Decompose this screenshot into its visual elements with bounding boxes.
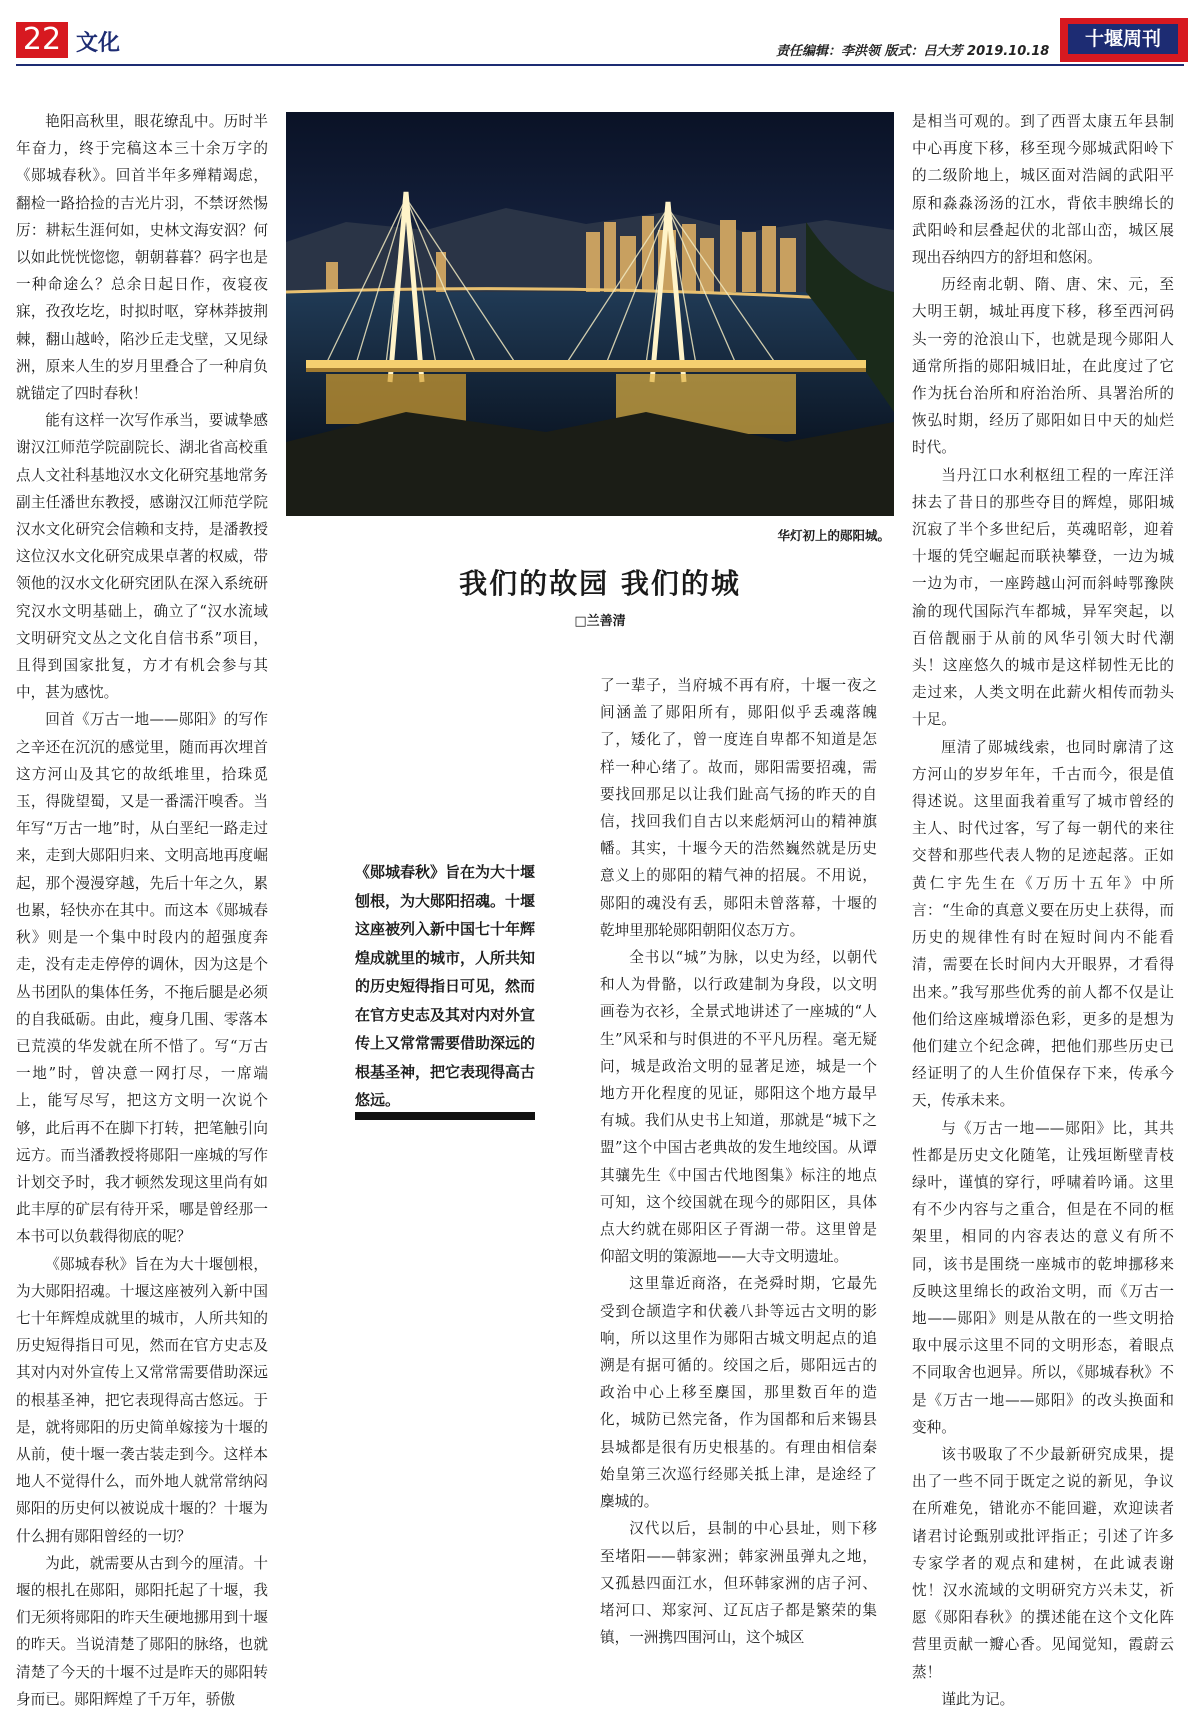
col3-paragraph: 谨此为记。 — [941, 1690, 1015, 1708]
col2-paragraph: 了一辈子，当府城不再有府，十堰一夜之间涵盖了郧阳所有，郧阳似乎丢魂落魄了，矮化了，曾一度连自卑都不知道是怎样一种心绪了。故而，郧阳需要招魂，需要找回那足以让我们趾高气扬的昨天的自信，找回我们自古以来彪炳河山的精神旗幡。其实，十堰今天的浩然巍然就是历史意义上的郧阳的精气神的招展。不用说，郧阳的魂没有丢，郧阳未曾落幕，十堰的乾坤里那轮郧阳朝阳仪态万方。 — [600, 677, 877, 939]
text-column-1 — [16, 108, 268, 1713]
article-title: 我们的故园 我们的城 — [459, 567, 741, 600]
col1-paragraph: 艳阳高秋里，眼花缭乱中。历时半年奋力，终于完稿这本三十余万字的《郧城春秋》。回首半年多殚精竭虑，翻检一路拾捡的吉光片羽，不禁讶然惕厉：耕耘生涯何如，史林文海安泅？何以如此恍恍惚惚，朝朝暮暮？码字也是一种命途么？总余日起日作，夜寝夜寐，孜孜圪圪，时拟时呕，穿林莽披荆棘，翻山越岭，陷沙丘走戈壁，又见绿洲，原来人生的岁月里叠合了一种肩负就锚定了四时春秋！ — [16, 113, 268, 403]
col1-paragraph: 能有这样一次写作承当，要诚挚感谢汉江师范学院副院长、湖北省高校重点人文社科基地汉水文化研究基地常务副主任潘世东教授，感谢汉江师范学院汉水文化研究会信赖和支持，是潘教授这位汉水文化研究成果卓著的权威，带领他的汉水文化研究团队在深入系统研究汉水文明基础上，确立了“汉水流域文明研究文丛之文化自信书系”项目，且得到国家批复，方才有机会参与其中，甚为感忱。 — [16, 412, 268, 702]
editor-credits: 责任编辑：李洪领 版式：吕大芳 2019.10.18 — [776, 44, 1050, 59]
col2-paragraph: 全书以“城”为脉，以史为经，以朝代和人为骨骼，以行政建制为身段，以文明画卷为衣衫，全景式地讲述了一座城的“人生”风采和与时俱进的不平凡历程。毫无疑问，城是政治文明的显著足迹，城是一个地方开化程度的见证，郧阳这个地方最早有城。我们从史书上知道，那就是“城下之盟”这个中国古老典故的发生地绞国。从谭其骧先生《中国古代地图集》标注的地点可知，这个绞国就在现今的郧阳区，具体点大约就在郧阳区子胥湖一带。这里曾是仰韶文明的策源地——大寺文明遗址。 — [600, 949, 877, 1266]
col2-paragraph: 这里靠近商洛，在尧舜时期，它最先受到仓颉造字和伏羲八卦等远古文明的影响，所以这里作为郧阳古城文明起点的追溯是有据可循的。绞国之后，郧阳远古的政治中心上移至麇国，那里数百年的造化，城防已然完备，作为国都和后来锡县县城都是很有历史根基的。有理由相信秦始皇第三次巡行经郧关抵上津，是途经了麇城的。 — [600, 1275, 877, 1511]
page-header — [16, 14, 1184, 62]
bridge-photo-illustration — [286, 112, 894, 516]
article-byline: □兰善清 — [574, 614, 626, 629]
col3-paragraph: 该书吸取了不少最新研究成果，提出了一些不同于既定之说的新见，争议在所难免，错讹亦不能回避，欢迎读者诸君讨论甄别或批评指正；引述了许多专家学者的观点和建树，在此诚表谢忱！汉水流域的文明研究方兴未艾，祈愿《郧阳春秋》的撰述能在这个文化阵营里贡献一瓣心香。见闻觉知，霞蔚云蒸！ — [912, 1445, 1174, 1681]
col1-paragraph: 为此，就需要从古到今的厘清。十堰的根扎在郧阳，郧阳托起了十堰，我们无须将郧阳的昨天生硬地挪用到十堰的昨天。当说清楚了郧阳的脉络，也就清楚了今天的十堰不过是昨天的郧阳转身而已。郧阳辉煌了千万年，骄傲 — [16, 1554, 268, 1708]
col2-paragraph: 汉代以后，县制的中心县址，则下移至堵阳——韩家洲；韩家洲虽弹丸之地，又孤悬四面江水，但环韩家洲的店子河、堵河口、郑家河、辽瓦店子都是繁荣的集镇，一洲携四围河山，这个城区 — [600, 1520, 877, 1647]
city-night-photo — [286, 112, 894, 516]
section-label: 文化 — [76, 31, 121, 56]
photo-caption: 华灯初上的郧阳城。 — [777, 528, 890, 543]
col3-paragraph: 是相当可观的。到了西晋太康五年县制中心再度下移，移至现今郧城武阳岭下的二级阶地上，城区面对浩阔的武阳平原和淼淼汤汤的江水，背依丰腴绵长的武阳岭和层叠起伏的北部山峦，城区展现出吞纳四方的舒坦和悠闲。 — [912, 113, 1174, 267]
text-column-3 — [912, 108, 1174, 1713]
masthead-text: 十堰周刊 — [1068, 24, 1178, 54]
col3-paragraph: 历经南北朝、隋、唐、宋、元，至大明王朝，城址再度下移，移至西河码头一旁的沧浪山下，也就是现今郧阳人通常所指的郧阳城旧址，在此度过了它作为抚台治所和府治治所、具署治所的恢弘时期，经历了郧阳如日中天的灿烂时代。 — [912, 276, 1174, 457]
header-rule — [16, 64, 1184, 66]
col3-paragraph: 厘清了郧城线索，也同时廓清了这方河山的岁岁年年，千古而今，很是值得述说。这里面我着重写了城市曾经的主人、时代过客，写了每一朝代的来往交替和那些代表人物的足迹起落。正如黄仁宇先生在《万历十五年》中所言：“生命的真意义要在历史上获得，而历史的规律性有时在短时间内不能看清，需要在长时间内大开眼界，才看得出来。”我写那些优秀的前人都不仅是让他们给这座城增添色彩，更多的是想为他们建立个纪念碑，把他们那些历史已经证明了的人生价值保存下来，传承今天，传承未来。 — [912, 738, 1174, 1110]
masthead-logo — [1060, 18, 1188, 62]
pull-quote: 《郧城春秋》旨在为大十堰刨根，为大郧阳招魂。十堰这座被列入新中国七十年辉煌成就里的城市，人所共知的历史短得指日可见，然而在官方史志及其对内对外宣传上又常常需要借助深远的根基圣神，把它表现得高古悠远。 — [355, 863, 536, 1109]
col1-paragraph: 回首《万古一地——郧阳》的写作之辛还在沉沉的感觉里，随而再次埋首这方河山及其它的故纸堆里，拾珠觅玉，得陇望蜀，又是一番濡汗嗅香。当年写“万古一地”时，从白垩纪一路走过来，走到大郧阳归来、文明高地再度崛起，那个漫漫穿越，先后十年之久，累也累，轻快亦在其中。而这本《郧城春秋》则是一个集中时段内的超强度奔走，没有走走停停的调休，因为这是个丛书团队的集体任务，不拖后腿是必须的自我砥砺。由此，瘦身几围、零落本已荒漠的华发就在所不惜了。写“万古一地”时，曾决意一网打尽，一席端上，能写尽写，把这方文明一次说个够，此后再不在脚下打转，把笔触引向远方。而当潘教授将郧阳一座城的写作计划交予时，我才顿然发现这里尚有如此丰厚的矿层有待开采，哪是曾经那一本书可以负载得彻底的呢？ — [16, 711, 268, 1246]
text-column-2 — [600, 672, 877, 1651]
col3-paragraph: 当丹江口水利枢纽工程的一库汪洋抹去了昔日的那些夺目的辉煌，郧阳城沉寂了半个多世纪后，英魂昭彰，迎着十堰的凭空崛起而联袂攀登，一边为城一边为市，一座跨越山河而斜峙鄂豫陕渝的现代国际汽车都城，异军突起，以百倍靓丽于从前的风华引领大时代潮头！这座悠久的城市是这样韧性无比的走过来，人类文明在此薪火相传而勃头十足。 — [912, 466, 1174, 729]
col3-paragraph: 与《万古一地——郧阳》比，其共性都是历史文化随笔，让残垣断壁青枝绿叶，谨慎的穿行，呼啸着吟诵。这里有不少内容与之重合，但是在不同的框架里，相同的内容表达的意义有所不同，该书是围绕一座城市的乾坤挪移来反映这里绵长的政治文明，而《万古一地——郧阳》则是从散在的一些文明拾取中展示这里不同的文明形态，着眼点不同取舍也迥异。所以，《郧城春秋》不是《万古一地——郧阳》的改头换面和变种。 — [912, 1119, 1174, 1436]
pull-quote-bar — [355, 1112, 535, 1120]
page-number: 22 — [16, 22, 68, 58]
col1-paragraph: 《郧城春秋》旨在为大十堰刨根，为大郧阳招魂。十堰这座被列入新中国七十年辉煌成就里的城市，人所共知的历史短得指日可见，然而在官方史志及其对内对外宣传上又常常需要借助深远的根基圣神，把它表现得高古悠远。于是，就将郧阳的历史简单嫁接为十堰的从前，使十堰一袭古装走到今。这样本地人不觉得什么，而外地人就常常纳闷郧阳的历史何以被说成十堰的？十堰为什么拥有郧阳曾经的一切？ — [16, 1255, 268, 1545]
